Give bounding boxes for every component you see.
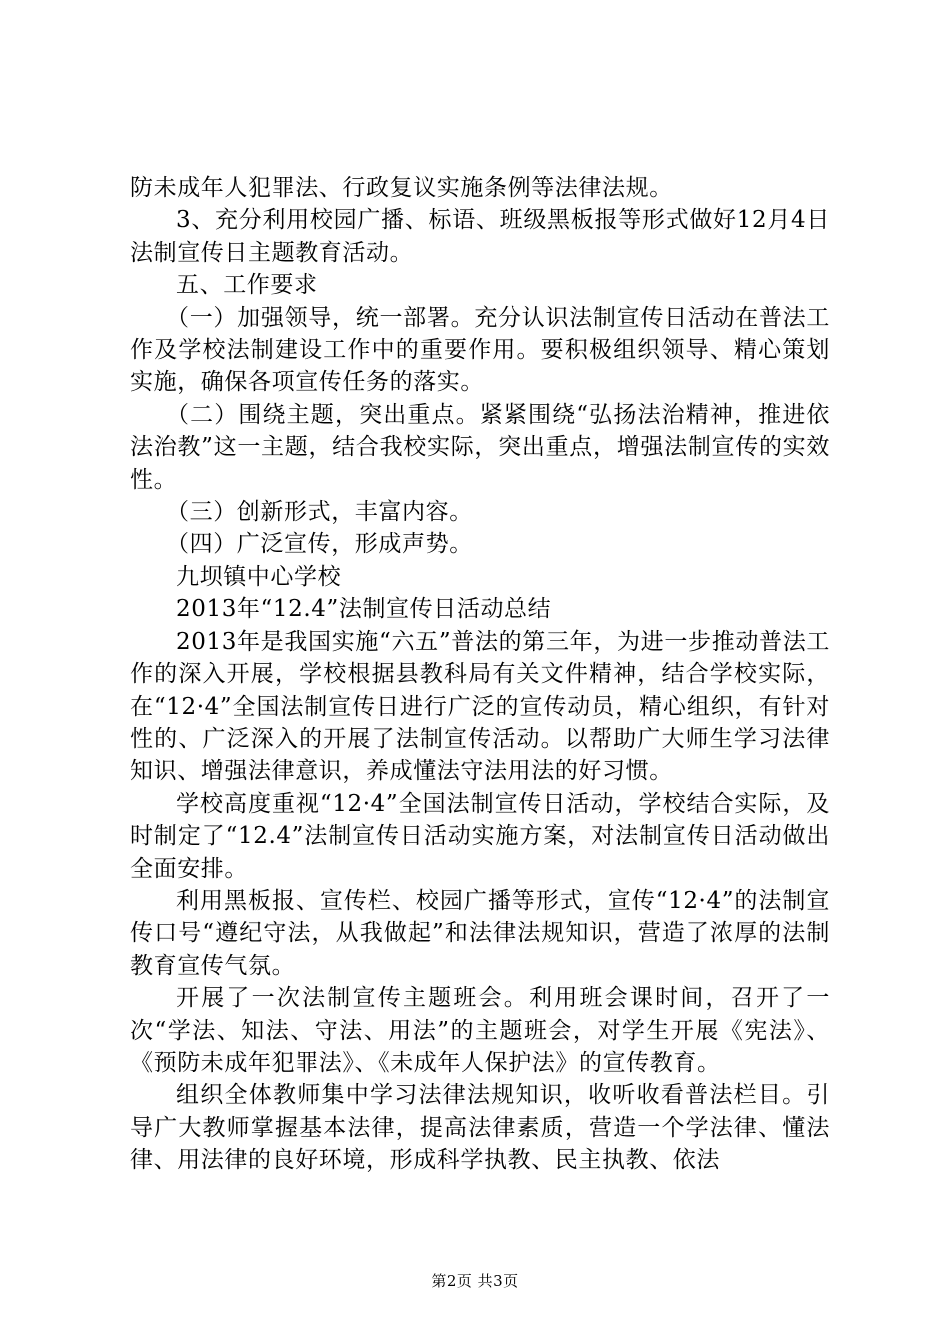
paragraph-requirement-1: （一）加强领导，统一部署。充分认识法制宣传日活动在普法工作及学校法制建设工作中的重要作用。要积极组织领导、精心策划实施，确保各项宣传任务的落实。	[130, 304, 830, 396]
paragraph-requirement-4: （四）广泛宣传，形成声势。	[166, 531, 473, 558]
paragraph-summary-5: 组织全体教师集中学习法律法规知识，收听收看普法栏目。引导广大教师掌握基本法律，提高法律素质，营造一个学法律、懂法律、用法律的良好环境，形成科学执教、民主执教、依法	[130, 1082, 830, 1174]
paragraph-item-3: 3、充分利用校园广播、标语、班级黑板报等形式做好12月4日法制宣传日主题教育活动。	[130, 207, 830, 266]
page-footer	[0, 1270, 950, 1291]
paragraph-continued-law-list: 防未成年人犯罪法、行政复议实施条例等法律法规。	[130, 175, 673, 201]
document-body	[130, 172, 830, 1177]
paragraph-summary-3: 利用黑板报、宣传栏、校园广播等形式，宣传“12·4”的法制宣传口号“遵纪守法，从我做起”和法律法规知识，营造了浓厚的法制教育宣传气氛。	[130, 887, 830, 979]
section-heading-work-requirements: 五、工作要求	[176, 272, 318, 299]
page-indicator: 第2页 共3页	[431, 1272, 519, 1290]
school-name: 九坝镇中心学校	[176, 563, 342, 590]
paragraph-summary-4: 开展了一次法制宣传主题班会。利用班会课时间，召开了一次“学法、知法、守法、用法”的主题班会，对学生开展《宪法》、《预防未成年犯罪法》、《未成年人保护法》的宣传教育。	[130, 985, 830, 1076]
paragraph-summary-intro: 2013年是我国实施“六五”普法的第三年，为进一步推动普法工作的深入开展，学校根据县教科局有关文件精神，结合学校实际，在“12·4”全国法制宣传日进行广泛的宣传动员，精心组织，有针对性的、广泛深入的开展了法制宣传活动。以帮助广大师生学习法律知识、增强法律意识，养成懂法守法用法的好习惯。	[130, 628, 830, 785]
paragraph-requirement-2: （二）围绕主题，突出重点。紧紧围绕“弘扬法治精神，推进依法治教”这一主题，结合我校实际，突出重点，增强法制宣传的实效性。	[130, 401, 830, 493]
paragraph-requirement-3: （三）创新形式，丰富内容。	[166, 499, 473, 526]
summary-title: 2013年“12.4”法制宣传日活动总结	[176, 596, 552, 623]
paragraph-summary-2: 学校高度重视“12·4”全国法制宣传日活动，学校结合实际，及时制定了“12.4”法制宣传日活动实施方案，对法制宣传日活动做出全面安排。	[130, 790, 830, 882]
